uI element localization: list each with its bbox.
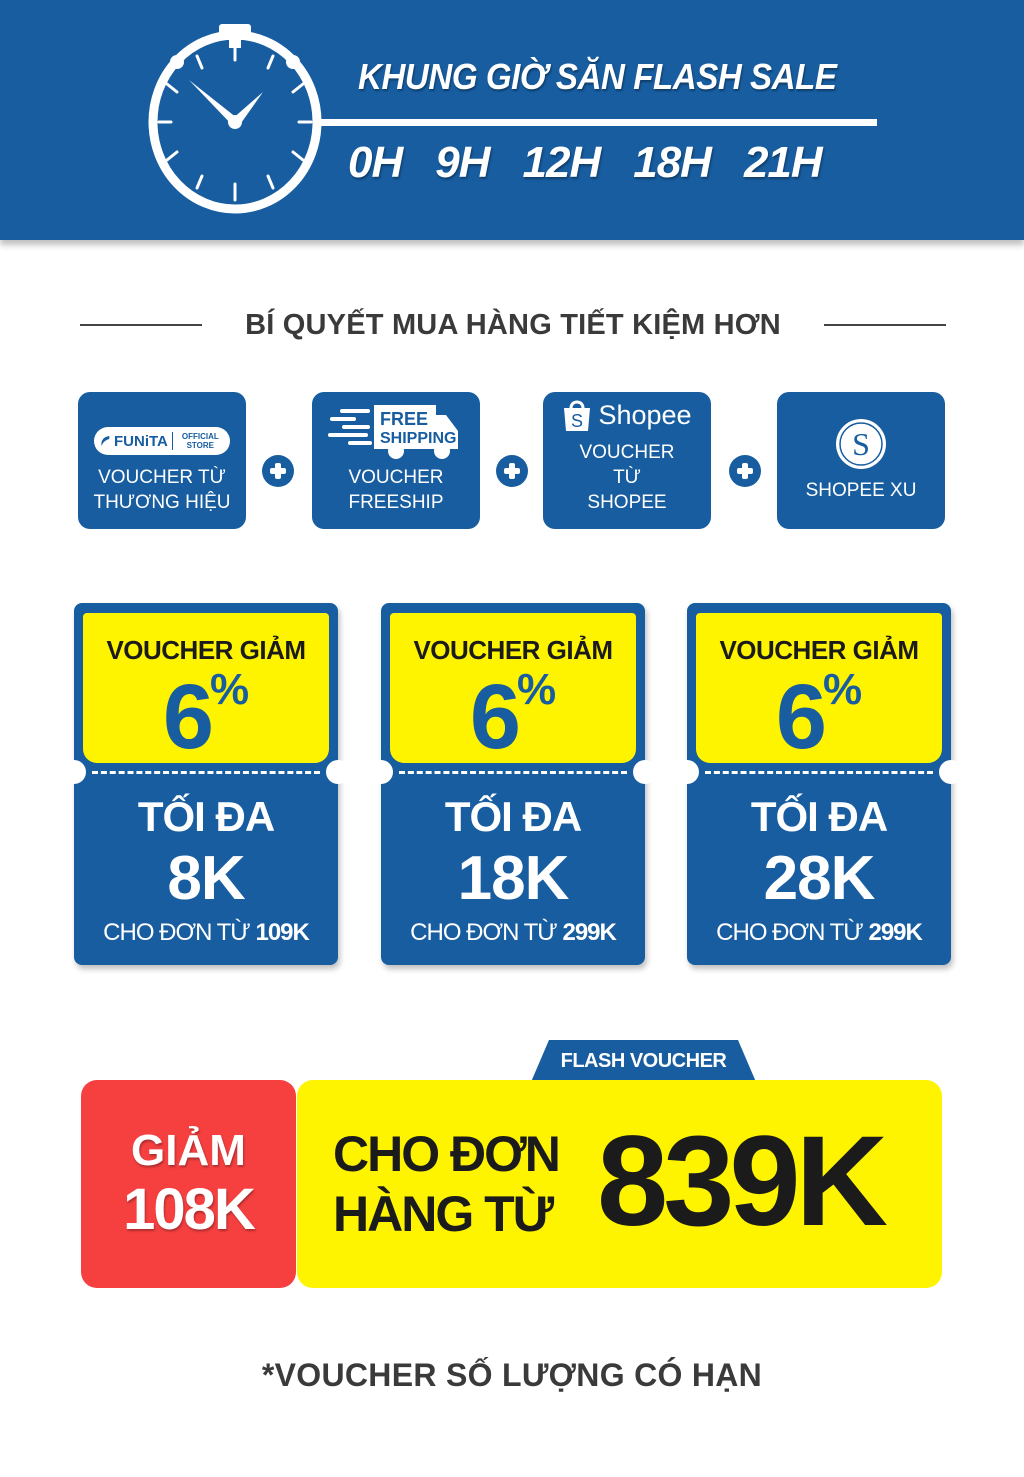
flash-voucher-condition[interactable] (297, 1080, 942, 1288)
coupon-max-amount: 28K (763, 844, 875, 913)
tip-label: SHOPEE XU (805, 480, 917, 501)
coupon-condition: CHO ĐƠN TỪ 299K (716, 919, 922, 946)
stopwatch-icon (145, 22, 325, 217)
voucher-coupon[interactable] (381, 603, 645, 965)
tip-shopee-voucher (543, 392, 711, 529)
coupon-max-label: TỐI ĐA (444, 793, 582, 840)
coupon-condition: CHO ĐƠN TỪ 299K (410, 919, 616, 946)
hour-slot: 21H (743, 138, 822, 187)
shopee-coin-icon (835, 418, 887, 470)
tip-freeship-voucher (312, 392, 480, 529)
flash-sale-banner (0, 0, 1024, 240)
condition-line-2: HÀNG TỪ (333, 1186, 553, 1242)
hour-slot: 0H (348, 138, 403, 187)
svg-text:SHIPPING: SHIPPING (380, 430, 457, 447)
limited-quantity-note: *VOUCHER SỐ LƯỢNG CÓ HẠN (261, 1357, 763, 1393)
tear-line (92, 771, 320, 774)
flash-sale-hours (348, 138, 855, 188)
tip-brand-voucher (78, 392, 246, 529)
coupon-max-amount: 18K (457, 844, 569, 913)
hour-slot: 12H (522, 138, 601, 187)
coupon-percent: 6% (162, 665, 250, 768)
svg-text:S: S (852, 426, 870, 462)
voucher-coupon[interactable] (687, 603, 951, 965)
coupon-heading: VOUCHER GIẢM (719, 635, 919, 665)
plus-icon (729, 455, 761, 487)
coupon-percent: 6% (469, 665, 557, 768)
plus-icon (262, 455, 294, 487)
svg-text:FREE: FREE (380, 409, 429, 429)
coupon-condition: CHO ĐƠN TỪ 109K (103, 919, 309, 946)
banner-divider (315, 119, 877, 126)
tip-shopee-xu (777, 392, 945, 529)
hour-slot: 18H (633, 138, 711, 187)
divider-left (80, 324, 202, 326)
discount-label: GIẢM (131, 1126, 246, 1175)
tip-label: VOUCHER FREESHIP (348, 467, 444, 513)
free-shipping-truck-icon (328, 403, 464, 461)
coupon-max-amount: 8K (167, 844, 245, 913)
funita-logo: FUNiTA OFFICIAL STORE (94, 427, 230, 455)
tear-line (399, 771, 627, 774)
coupon-max-label: TỐI ĐA (750, 793, 888, 840)
tip-label: VOUCHER TỪ SHOPEE (579, 442, 675, 513)
tips-heading (80, 305, 946, 345)
coupon-heading: VOUCHER GIẢM (106, 635, 306, 665)
section-title: BÍ QUYẾT MUA HÀNG TIẾT KIỆM HƠN (245, 308, 781, 341)
hour-slot: 9H (435, 138, 490, 187)
coupon-max-label: TỐI ĐA (137, 793, 275, 840)
shopee-logo: S Shopee (562, 398, 691, 432)
condition-line-1: CHO ĐƠN (333, 1126, 559, 1182)
svg-text:S: S (571, 411, 584, 431)
flash-voucher-discount[interactable] (81, 1080, 296, 1288)
discount-amount: 108K (123, 1177, 254, 1242)
shopee-bag-icon (562, 398, 592, 432)
banner-title: KHUNG GIỜ SĂN FLASH SALE (358, 56, 837, 97)
flash-voucher-tab-label: FLASH VOUCHER (560, 1050, 727, 1072)
tip-label: VOUCHER TỪ THƯƠNG HIỆU (93, 467, 231, 513)
coupon-percent: 6% (775, 665, 863, 768)
coupon-heading: VOUCHER GIẢM (413, 635, 613, 665)
divider-right (824, 324, 946, 326)
voucher-coupon[interactable] (74, 603, 338, 965)
min-order-amount: 839K (597, 1110, 883, 1253)
leaf-icon (100, 433, 110, 449)
plus-icon (496, 455, 528, 487)
tear-line (705, 771, 933, 774)
